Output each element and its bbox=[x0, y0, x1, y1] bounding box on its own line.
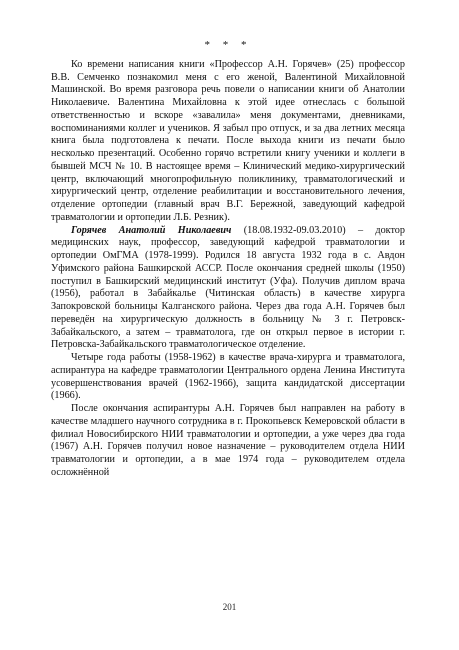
person-name: Горячев Анатолий Николаевич bbox=[71, 224, 232, 236]
paragraph-career: Четыре года работы (1958-1962) в качестве врача-хирурга и травматолога, аспирантура на кафедре травматологии Центрального ордена Ленина Института усовершенствования врачей (1962-1966), защита кандидатской диссертации (1966). bbox=[51, 352, 405, 402]
page-number: 201 bbox=[222, 602, 237, 612]
biography-text: (18.08.1932-09.03.2010) – доктор медицинских наук, профессор, заведующий кафедрой травматологии и ортопедии ОмГМА (1978-1999). Родился 18 августа 1932 года в с. Авдон Уфимского района Башкирской АССР. После окончания средней школы (1950) поступил в Башкирский медицинский институт (Уфа). Получив диплом врача (1956), работал в Забайкалье (Читинская область) в качестве хирурга Запокровской больницы Калганского района. Через два года А.Н. Горячев был переведён на хирургическую должность в больницу № 3 г. Петровск-Забайкальского, а затем – травматолога, где он открыл первое в истории г. Петровска-Забайкальского травматологическое отделение. bbox=[51, 224, 405, 351]
book-page bbox=[51, 39, 405, 480]
paragraph-intro: Ко времени написания книги «Профессор А.Н. Горячев» (25) профессор В.В. Семченко познакомил меня с его женой, Валентиной Михайловной Машинской. Во время разговора речь повели о написании книги об Анатолии Николаевиче. Валентина Михайловна к этой идее отнеслась с большой ответственностью и вскоре «завалила» меня документами, дневниками, воспоминаниями коллег и учеников. Я забыл про отпуск, и за два летних месяца книга была подготовлена к печати. После выхода книги из печати было несколько презентаций. Особенно горячо встретили книгу ученики и коллеги в бывшей МСЧ № 10. В настоящее время – Клинический медико-хирургический центр, включающий многопрофильную поликлинику, травматологический и хирургический центр, отделение реабилитации и восстановительного лечения, отделение ортопедии (главный врач В.Г. Бережной, заведующий кафедрой травматологии и ортопедии Л.Б. Резник). bbox=[51, 58, 405, 223]
paragraph-biography bbox=[51, 225, 405, 353]
section-separator: * * * bbox=[204, 39, 252, 51]
paragraph-postgraduate: После окончания аспирантуры А.Н. Горячев был направлен на работу в качестве младшего научного сотрудника в г. Прокопьевск Кемеровской области в филиал Новосибирского НИИ травматологии и ортопедии, а уже через два года (1967) А.Н. Горячев получил новое назначение – руководителем отдела НИИ травматологии и ортопедии, а в мае 1974 года – руководителем отдела осложнённой bbox=[51, 403, 405, 478]
